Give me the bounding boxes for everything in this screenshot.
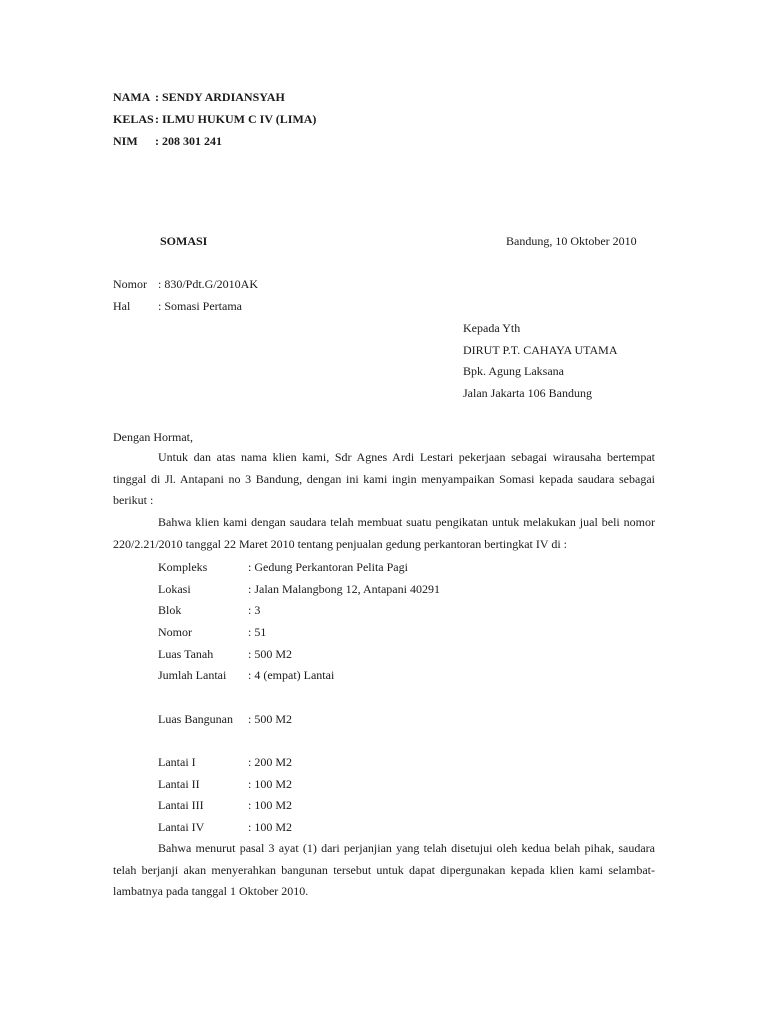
detail-label: Lantai I — [158, 755, 196, 769]
detail-label: Luas Bangunan — [158, 712, 233, 726]
detail-value: : 51 — [248, 625, 267, 639]
kelas-label: KELAS — [113, 112, 154, 126]
detail-label: Blok — [158, 603, 182, 617]
detail-label: Lantai II — [158, 777, 200, 791]
recipient-line: Jalan Jakarta 106 Bandung — [463, 386, 592, 400]
recipient-line: DIRUT P.T. CAHAYA UTAMA — [463, 343, 618, 357]
detail-value: : 100 M2 — [248, 820, 293, 834]
letter-title: SOMASI — [160, 234, 208, 248]
detail-value: : 500 M2 — [248, 647, 293, 661]
detail-value: : 500 M2 — [248, 712, 293, 726]
paragraph-3: Bahwa menurut pasal 3 ayat (1) dari perjanjian yang telah disetujui oleh kedua belah pihak, saudara telah berjanji akan menyerahkan bangunan tersebut untuk dapat dipergunakan kepada klien kami selambat-lambatnya pada tanggal 1 Oktober 2010. — [113, 841, 655, 899]
nim-value: : 208 301 241 — [155, 134, 222, 148]
detail-label: Lantai IV — [158, 820, 205, 834]
detail-value: : Gedung Perkantoran Pelita Pagi — [248, 560, 408, 574]
detail-value: : 4 (empat) Lantai — [248, 668, 335, 682]
detail-value: : 200 M2 — [248, 755, 293, 769]
kelas-value: : ILMU HUKUM C IV (LIMA) — [155, 112, 317, 126]
greeting: Dengan Hormat, — [113, 430, 193, 444]
detail-label: Lokasi — [158, 582, 191, 596]
detail-value: : 100 M2 — [248, 798, 293, 812]
nomor-label: Nomor — [113, 277, 147, 291]
detail-label: Jumlah Lantai — [158, 668, 227, 682]
nama-label: NAMA — [113, 90, 151, 104]
nama-value: : SENDY ARDIANSYAH — [155, 90, 285, 104]
place-date: Bandung, 10 Oktober 2010 — [506, 234, 637, 248]
detail-label: Nomor — [158, 625, 192, 639]
detail-value: : 3 — [248, 603, 261, 617]
nim-label: NIM — [113, 134, 138, 148]
detail-value: : 100 M2 — [248, 777, 293, 791]
detail-label: Luas Tanah — [158, 647, 214, 661]
paragraph-1: Untuk dan atas nama klien kami, Sdr Agnes Ardi Lestari pekerjaan sebagai wirausaha bertempat tinggal di Jl. Antapani no 3 Bandung, dengan ini kami ingin menyampaikan Somasi kepada saudara sebagai berikut : — [113, 450, 655, 508]
hal-value: : Somasi Pertama — [158, 299, 242, 313]
nomor-value: : 830/Pdt.G/2010AK — [158, 277, 259, 291]
recipient-line: Kepada Yth — [463, 321, 521, 335]
paragraph-2: Bahwa klien kami dengan saudara telah membuat suatu pengikatan untuk melakukan jual beli nomor 220/2.21/2010 tanggal 22 Maret 2010 tentang penjualan gedung perkantoran bertingkat IV di : — [113, 515, 655, 551]
detail-label: Lantai III — [158, 798, 204, 812]
recipient-line: Bpk. Agung Laksana — [463, 364, 564, 378]
hal-label: Hal — [113, 299, 131, 313]
detail-label: Kompleks — [158, 560, 208, 574]
detail-value: : Jalan Malangbong 12, Antapani 40291 — [248, 582, 440, 596]
